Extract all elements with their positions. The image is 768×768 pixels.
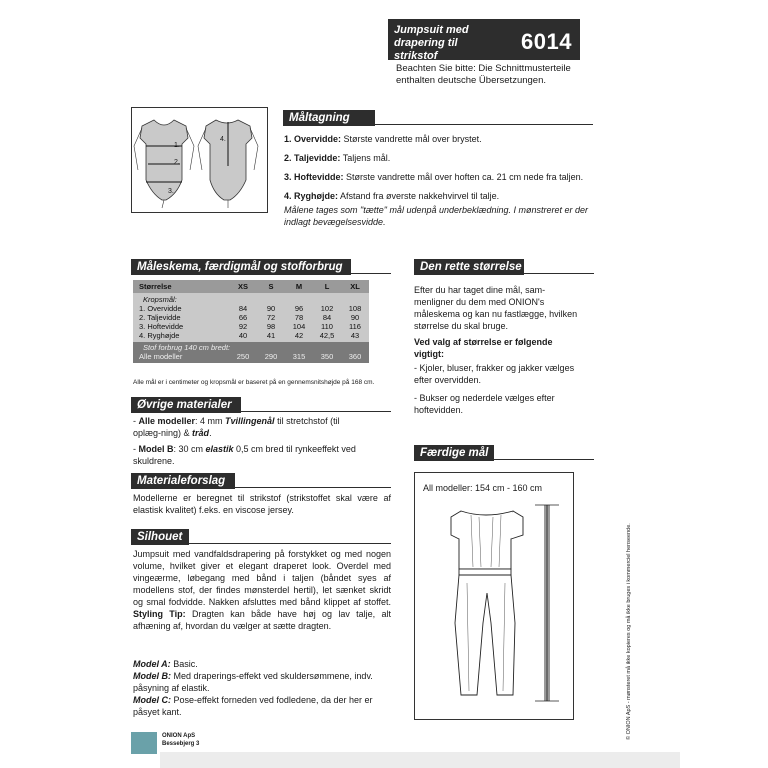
jumpsuit-illustration (415, 473, 573, 719)
measure-item: 2. Taljevidde: Taljens mål. (284, 153, 391, 163)
list-item: - Alle modeller: 4 mm Tvillingenål til stretchstof (til oplæg-ning) & tråd. (133, 416, 340, 438)
body-measure-figure (131, 107, 268, 213)
pattern-number: 6014 (521, 29, 572, 54)
heading-rule (189, 543, 391, 544)
company-address: ONION ApS Bessebjerg 3 (162, 733, 200, 747)
table-row: 3. Hoftevidde 92 98 104 110 116 (139, 322, 361, 331)
silhouette-text: Jumpsuit med vandfaldsdrapering på forstykket og med nogen volume, hvilket giver et elegant draperet look. Overdel med vingeærme, løbegang med bånd i taljen (båndet syes af modellens stof, der findes mønsterdel hertil), let sænket skridt og smal fodvidde. Nakken afsluttes med bånd klippet af stoffet. Styling Tip: Dragten kan både have høj og lav talje, alt afhæning af, hvordan du vælger at sætte dragten. (133, 549, 391, 631)
figure-label-3: 3. (168, 188, 174, 195)
material-suggestion-text: Modellerne er beregnet til strikstof (strikstoffet skal være af elastisk kvalitet) f.eks. en viscose jersey. (133, 493, 391, 515)
measure-list (284, 133, 604, 228)
size-table (133, 280, 369, 363)
list-item: - Kjoler, bluser, frakker og jakker vælges efter overvidden. (414, 363, 575, 385)
right-size-text: Efter du har taget dine mål, sam-menligner du dem med ONION's måleskema og kan nu fastlægge, hvilken størrelse du skal bruge. Ved valg af størrelse er følgende vigtigt: - Kjoler, bluser, frakker og jakker vælges efter overvidden. - Bukser og nederdele vælges efter hoftevidden. (414, 285, 578, 415)
heading-rule (241, 411, 391, 412)
translation-note: Beachten Sie bitte: Die Schnittmusterteile enthalten deutsche Übersetzungen. (396, 63, 571, 86)
figure-label-4: 4. (220, 136, 226, 143)
section-heading-materialeforslag: Materialeforslag (131, 473, 235, 489)
section-heading-maaleskema: Måleskema, færdigmål og stofforbrug (131, 259, 351, 275)
pattern-title: Jumpsuit med drapering til strikstof (394, 24, 469, 62)
section-heading-silhouet: Silhouet (131, 529, 189, 545)
section-heading-faerdige: Færdige mål (414, 445, 494, 461)
heading-rule (494, 459, 594, 460)
heading-rule (351, 273, 391, 274)
list-item: Model B: Med draperings-effekt ved skuldersømmene, indv. påsyning af elastik. (133, 671, 373, 693)
section-heading-rette-stoerrelse: Den rette størrelse (414, 259, 524, 275)
body-measure-illustration (132, 108, 267, 212)
measure-item: 3. Hoftevidde: Største vandrette mål over hoften ca. 21 cm nede fra taljen. (284, 172, 584, 182)
measure-note: Målene tages som "tætte" mål udenpå underbeklædning. I mønstreret er der indlagt bevægelsesvidde. (284, 205, 589, 227)
copyright-side-text: © ONION ApS - mønsteret må ikke kopieres og må ikke bruges i kommerciel henseende. (626, 523, 632, 740)
heading-rule (375, 124, 593, 125)
measure-item: 4. Ryghøjde: Afstand fra øverste nakkehvirvel til talje. (284, 191, 500, 201)
list-item: Model C: Pose-effekt forneden ved fodledene, da der her er påsyet kant. (133, 695, 373, 717)
table-row: Alle modeller 250 290 315 350 360 (139, 352, 362, 361)
table-row: 4. Ryghøjde 40 41 42 42,5 43 (139, 331, 360, 340)
table-row: 1. Overvidde 84 90 96 102 108 (139, 304, 362, 313)
pattern-title-box (388, 19, 580, 60)
table-footnote: Alle mål er i centimeter og kropsmål er baseret på en gennemsnitshøjde på 168 cm. (133, 379, 375, 386)
list-item: - Bukser og nederdele vælges efter hoftevidden. (414, 393, 555, 415)
figure-label-1: 1. (174, 142, 180, 149)
list-item: - Model B: 30 cm elastik 0,5 cm bred til rynkeeffekt ved skuldrene. (133, 444, 356, 466)
section-heading-oevrige: Øvrige materialer (131, 397, 241, 413)
section-heading-maaltagning: Måltagning (283, 110, 375, 126)
figure-label-2: 2. (174, 159, 180, 166)
list-item: Model A: Basic. (133, 659, 198, 669)
model-list (133, 658, 391, 718)
heading-rule (235, 487, 391, 488)
fabric-usage-rows: Stof forbrug 140 cm bredt: Alle modeller 250 290 315 350 360 (133, 342, 369, 363)
table-row: 2. Taljevidde 66 72 78 84 90 (139, 313, 360, 322)
finished-measures-figure (414, 472, 574, 720)
bottom-strip (160, 752, 680, 768)
onion-logo-block (131, 732, 157, 754)
heading-rule (524, 273, 594, 274)
size-table-body: Kropsmål: 1. Overvidde 84 90 96 102 108 2. Taljevidde 66 72 78 84 90 3. Hoftevidde 92 98 104 110 116 4. Ryghøjde 40 41 42 42,5 43 (133, 293, 369, 342)
other-materials-list (133, 415, 368, 467)
measure-item: 1. Overvidde: Største vandrette mål over brystet. (284, 134, 482, 144)
all-models-length: All modeller: 154 cm - 160 cm (423, 483, 543, 493)
size-table-header: Størrelse XS S M L XL (133, 280, 369, 293)
